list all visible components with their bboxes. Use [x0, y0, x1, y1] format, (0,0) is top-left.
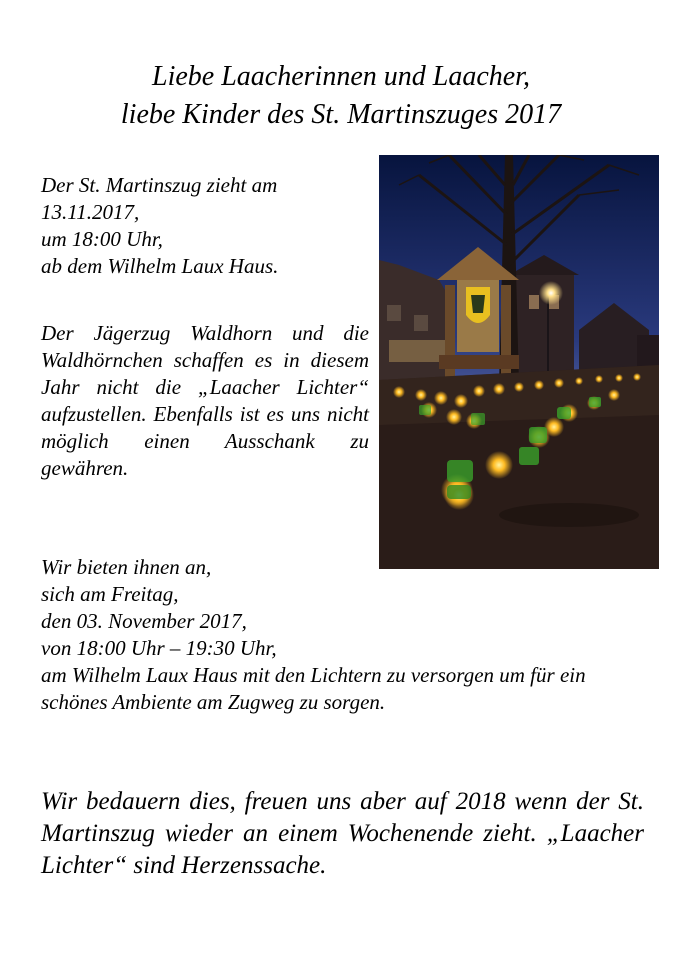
event-date: 13.11.2017, [41, 200, 140, 224]
event-info-paragraph [41, 172, 369, 280]
offer-paragraph [41, 554, 646, 716]
event-location: ab dem Wilhelm Laux Haus. [41, 254, 279, 278]
offer-line-5: am Wilhelm Laux Haus mit den Lichtern zu versorgen um für ein schönes Ambiente am Zugweg zu sorgen. [41, 663, 586, 714]
offer-line-3: den 03. November 2017, [41, 609, 247, 633]
event-info-line-1: Der St. Martinszug zieht am [41, 173, 278, 197]
notice-paragraph: Der Jägerzug Waldhorn und die Waldhörnchen schaffen es in diesem Jahr nicht die „Laacher Lichter“ aufzustellen. Ebenfalls ist es uns nicht möglich einen Ausschank zu gewähren. [41, 321, 369, 480]
title-line-1: Liebe Laacherinnen und Laacher, [152, 61, 530, 92]
offer-line-1: Wir bieten ihnen an, [41, 555, 212, 579]
title-line-2: liebe Kinder des St. Martinszuges 2017 [120, 99, 562, 130]
page-title [0, 58, 682, 134]
lantern-photo [379, 155, 659, 569]
event-time: um 18:00 Uhr, [41, 227, 163, 251]
closing-paragraph: Wir bedauern dies, freuen uns aber auf 2018 wenn der St. Martinszug wieder an einem Wochenende zieht. „Laacher Lichter“ sind Herzenssache. [41, 788, 644, 879]
offer-line-4: von 18:00 Uhr – 19:30 Uhr, [41, 636, 277, 660]
night-lantern-scene [379, 155, 659, 569]
offer-line-2: sich am Freitag, [41, 582, 179, 606]
